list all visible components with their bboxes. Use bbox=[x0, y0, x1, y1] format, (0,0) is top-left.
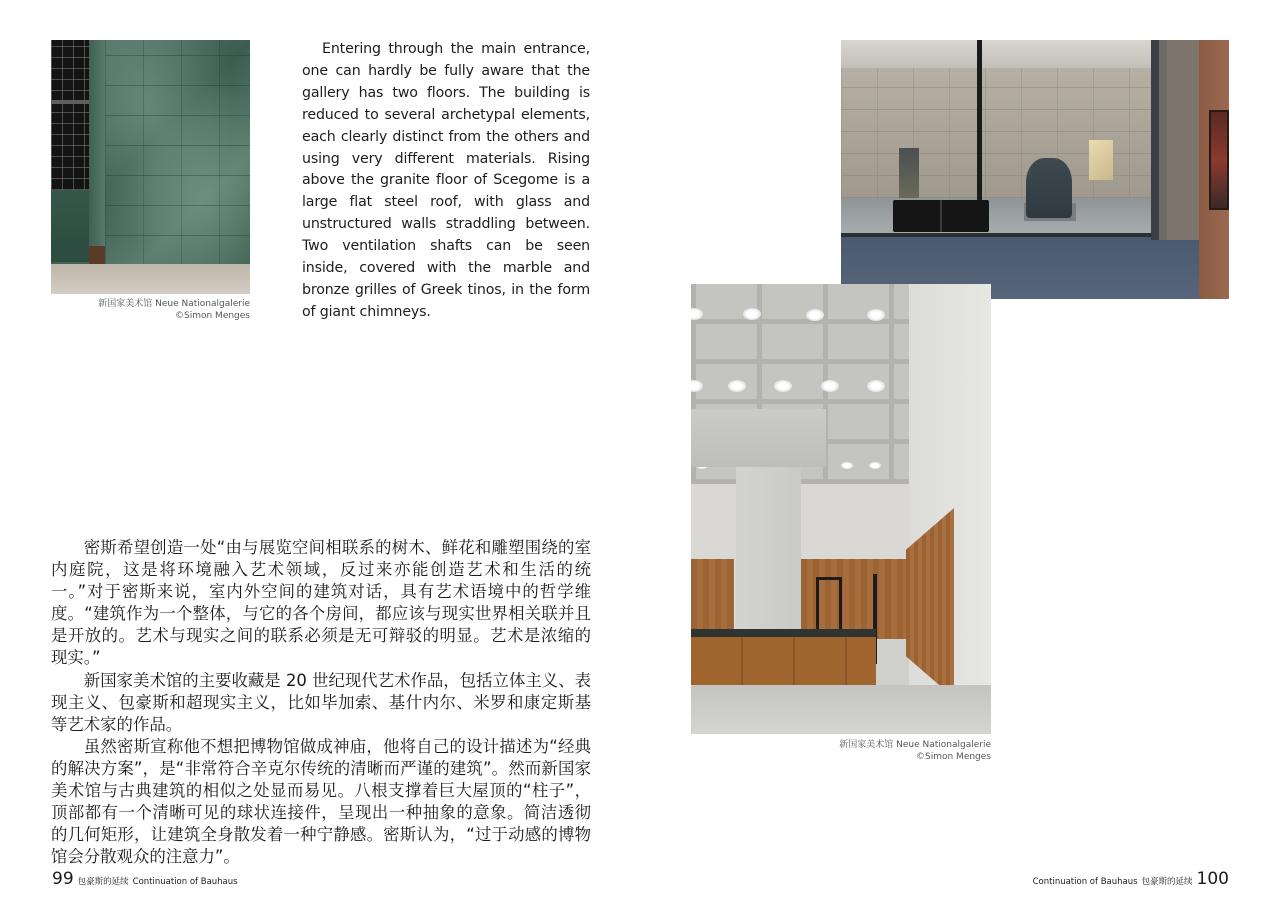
ceiling-lamp bbox=[841, 462, 853, 469]
bench bbox=[893, 200, 989, 232]
chinese-paragraph: 虽然密斯宣称他不想把博物馆做成神庙，他将自己的设计描述为“经典的解决方案”，是“非常符合辛克尔传统的清晰而严谨的建筑”。然而新国家美术馆与古典建筑的相似之处显而易见。八根支撑着巨大屋顶的“柱子”，顶部都有一个清晰可见的球状连接件，呈现出一种抽象的意象。简洁透彻的几何矩形，让建筑全身散发着一种宁静感。密斯认为，“过于动感的博物馆会分散观众的注意力”。 bbox=[51, 736, 591, 867]
ceiling-lamp bbox=[728, 380, 746, 392]
concrete-beam bbox=[691, 409, 826, 467]
photo-caption-right bbox=[791, 739, 991, 763]
caption-title: 新国家美术馆 Neue Nationalgalerie bbox=[839, 740, 991, 750]
marble-shaft-photo bbox=[51, 40, 250, 294]
painting bbox=[1209, 110, 1229, 210]
caption-title: 新国家美术馆 Neue Nationalgalerie bbox=[98, 299, 250, 309]
section-title-en: Continuation of Bauhaus bbox=[132, 877, 238, 887]
english-paragraph: Entering through the main entrance, one can hardly be fully aware that the gallery has two floors. The building is reduced to several archetypal elements, each clearly distinct from the others and using very different materials. Rising above the granite floor of Scegome is a large flat steel roof, with glass and unstructured walls straddling between. Two ventilation shafts can be seen inside, covered with the marble and bronze grilles of Greek tinos, in the form of giant chimneys. bbox=[302, 41, 590, 320]
steel-ceiling-grid bbox=[51, 40, 91, 190]
column bbox=[1151, 40, 1199, 240]
sky bbox=[841, 40, 1151, 68]
photo-caption-left bbox=[51, 298, 250, 322]
concrete-pillar bbox=[736, 467, 801, 632]
chinese-paragraph: 密斯希望创造一处“由与展览空间相联系的树木、鲜花和雕塑围绕的室内庭院，这是将环境融入艺术领域，反过来亦能创造艺术和生活的统一。”对于密斯来说，室内外空间的建筑对话，具有艺术语境中的哲学维度。“建筑作为一个整体，与它的各个房间，都应该与现实世界相关联并且是开放的。艺术与现实之间的联系必须是无可辩驳的明显。艺术是浓缩的现实。” bbox=[51, 538, 591, 668]
caption-credit: ©Simon Menges bbox=[916, 752, 991, 762]
ceiling-lamp bbox=[867, 309, 885, 321]
ceiling-lamp bbox=[743, 308, 761, 320]
sculpture bbox=[899, 148, 919, 198]
window-mullion bbox=[977, 40, 982, 205]
sculpture bbox=[1026, 158, 1072, 218]
section-title-cn: 包豪斯的延续 bbox=[77, 877, 129, 887]
ceiling-lamp bbox=[869, 462, 881, 469]
concrete-hall-photo bbox=[691, 284, 991, 734]
ceiling-lamp bbox=[806, 309, 824, 321]
section-title-en: Continuation of Bauhaus bbox=[1032, 877, 1138, 887]
marble-shaft bbox=[105, 40, 250, 266]
granite-floor bbox=[51, 264, 250, 294]
page-number: 100 bbox=[1196, 869, 1229, 889]
coat-rack bbox=[816, 577, 842, 632]
chinese-body-text bbox=[51, 537, 591, 868]
shaft-edge bbox=[89, 40, 105, 266]
ceiling-lamp bbox=[774, 380, 792, 392]
terrace bbox=[841, 198, 1151, 234]
wood-panelling bbox=[691, 559, 734, 639]
footer-right bbox=[1033, 869, 1229, 889]
sculpture bbox=[1089, 140, 1113, 180]
ceiling-lamp bbox=[821, 380, 839, 392]
ceiling-lamp bbox=[867, 380, 885, 392]
stone-floor bbox=[691, 685, 991, 734]
page-number: 99 bbox=[52, 869, 74, 889]
marble-wall-background bbox=[51, 190, 91, 262]
counter-top bbox=[691, 629, 876, 637]
footer-left bbox=[52, 869, 238, 889]
chinese-paragraph: 新国家美术馆的主要收藏是 20 世纪现代艺术作品，包括立体主义、表现主义、包豪斯和超现实主义，比如毕加索、基什内尔、米罗和康定斯基等艺术家的作品。 bbox=[51, 670, 591, 734]
gallery-window-photo bbox=[841, 40, 1229, 299]
caption-credit: ©Simon Menges bbox=[175, 311, 250, 321]
section-title-cn: 包豪斯的延续 bbox=[1141, 877, 1193, 887]
wooden-counter bbox=[691, 637, 876, 685]
